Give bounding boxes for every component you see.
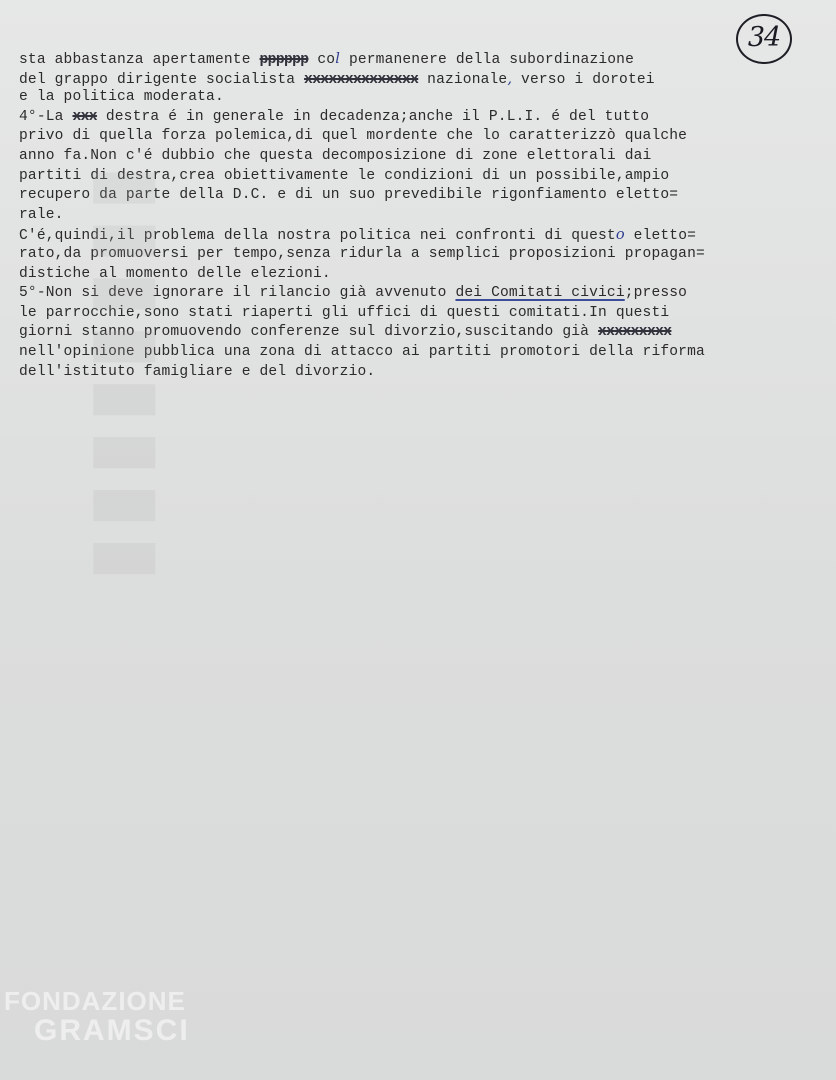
struck-out-text: xxx: [72, 108, 97, 125]
text-run: anno fa.Non c'é dubbio che questa decomposizione di zone elettorali dai: [19, 147, 652, 164]
text-run: eletto=: [624, 228, 697, 245]
text-run: distiche al momento delle elezioni.: [19, 265, 331, 282]
text-run: nell'opinione pubblica una zona di attacco ai partiti promotori della riforma: [19, 343, 705, 360]
text-line: [19, 108, 809, 128]
watermark-line-1: FONDAZIONE: [4, 986, 186, 1016]
text-run: destra é in generale in decadenza;anche il P.L.I. é del tutto: [96, 108, 650, 125]
text-run: 4°-La: [19, 108, 73, 125]
text-run: nazionale: [418, 71, 508, 88]
watermark-line-2: GRAMSCI: [34, 1014, 190, 1047]
text-run: partiti di destra,crea obiettivamente le condizioni di un possibile,ampio: [19, 167, 670, 184]
text-run: verso i dorotei: [512, 71, 655, 88]
text-run: e la politica moderata.: [19, 89, 224, 106]
handwritten-correction: ,: [507, 69, 513, 87]
struck-out-text: pppppp: [259, 52, 309, 68]
text-run: del grappo dirigente socialista: [19, 71, 305, 88]
handwritten-correction: l: [335, 50, 341, 67]
struck-out-text: xxxxxxxxxxxxxx: [304, 71, 419, 88]
text-run: C'é,quindi,il problema della nostra politica nei confronti di quest: [19, 228, 616, 245]
text-line: [19, 69, 809, 89]
archive-watermark-logo: [4, 988, 190, 1046]
handwritten-correction: o: [615, 226, 625, 244]
text-run: recupero da parte della D.C. e di un suo prevedibile rigonfiamento eletto=: [19, 187, 679, 204]
text-run: le parrocchie,sono stati riaperti gli uffici di questi comitati.In questi: [19, 304, 670, 321]
text-run: rato,da promuoversi per tempo,senza ridurla a semplici proposizioni propagan=: [19, 245, 705, 262]
text-line: [19, 127, 809, 147]
text-run: permanenere della subordinazione: [340, 52, 634, 68]
text-line: [19, 49, 809, 69]
text-run: ;presso: [624, 285, 688, 302]
text-run: rale.: [19, 206, 64, 223]
text-run: privo di quella forza polemica,di quel mordente che lo caratterizzò qualche: [19, 128, 688, 145]
text-run: giorni stanno promuovendo conferenze sul divorzio,suscitando già: [19, 324, 598, 341]
page-number: 34: [736, 14, 792, 64]
ink-show-through: ▮▮▮▮▮▮▮▮: [87, 156, 175, 580]
struck-out-text: xxxxxxxxx: [598, 324, 672, 341]
text-run: co: [308, 52, 336, 68]
underlined-text: dei Comitati civici: [455, 285, 625, 302]
text-run: dell'istituto famigliare e del divorzio.: [19, 363, 376, 380]
text-run: sta abbastanza apertamente: [19, 52, 260, 68]
text-line: [19, 88, 809, 108]
text-run: 5°-Non si deve ignorare il rilancio già avvenuto: [19, 285, 456, 302]
